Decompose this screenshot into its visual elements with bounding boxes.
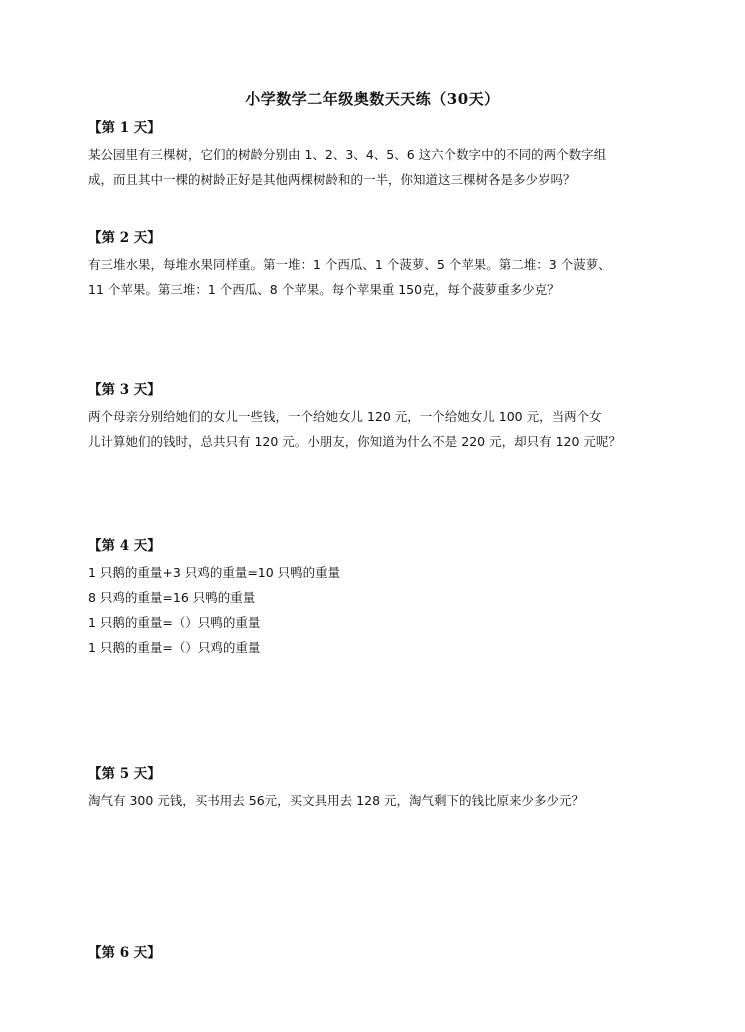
day-5-section [88,764,658,813]
day-1-section [88,118,658,192]
day-3-section [88,380,658,454]
day-2-line-2: 11 个苹果。第三堆：1 个西瓜、8 个苹果。每个苹果重 150克，每个菠萝重多少克？ [88,282,560,297]
day-2-heading: 【第 2 天】 [88,230,161,246]
day-1-line-1: 某公园里有三棵树，它们的树龄分别由 1、2、3、4、5、6 这六个数字中的不同的两个数字组 [88,147,607,162]
document-title: 小学数学二年级奥数天天练（30天） [245,90,500,108]
day-5-line-1: 淘气有 300 元钱，买书用去 56元，买文具用去 128 元，淘气剩下的钱比原来少多少元？ [88,793,584,808]
day-3-heading: 【第 3 天】 [88,382,161,398]
day-2-line-1: 有三堆水果，每堆水果同样重。第一堆：1 个西瓜、1 个菠萝、5 个苹果。第二堆：3 个菠萝、 [88,257,611,272]
day-3-line-1: 两个母亲分别给她们的女儿一些钱，一个给她女儿 120 元，一个给她女儿 100 元，当两个女 [88,409,602,424]
day-5-heading: 【第 5 天】 [88,766,161,782]
day-4-line-4: 1 只鹅的重量=（）只鸡的重量 [88,640,261,655]
day-2-section [88,228,658,302]
day-1-heading: 【第 1 天】 [88,120,161,136]
day-3-line-2: 儿计算她们的钱时，总共只有 120 元。小朋友，你知道为什么不是 220 元，却只有 120 元呢？ [88,434,621,449]
day-1-line-2: 成，而且其中一棵的树龄正好是其他两棵树龄和的一半，你知道这三棵树各是多少岁吗？ [88,172,576,187]
day-4-line-1: 1 只鹅的重量+3 只鸡的重量=10 只鸭的重量 [88,565,341,580]
day-6-heading: 【第 6 天】 [88,945,161,961]
day-4-line-2: 8 只鸡的重量=16 只鸭的重量 [88,590,256,605]
day-4-heading: 【第 4 天】 [88,538,161,554]
day-4-line-3: 1 只鹅的重量=（）只鸭的重量 [88,615,261,630]
day-6-section [88,943,658,967]
day-4-section [88,536,658,660]
